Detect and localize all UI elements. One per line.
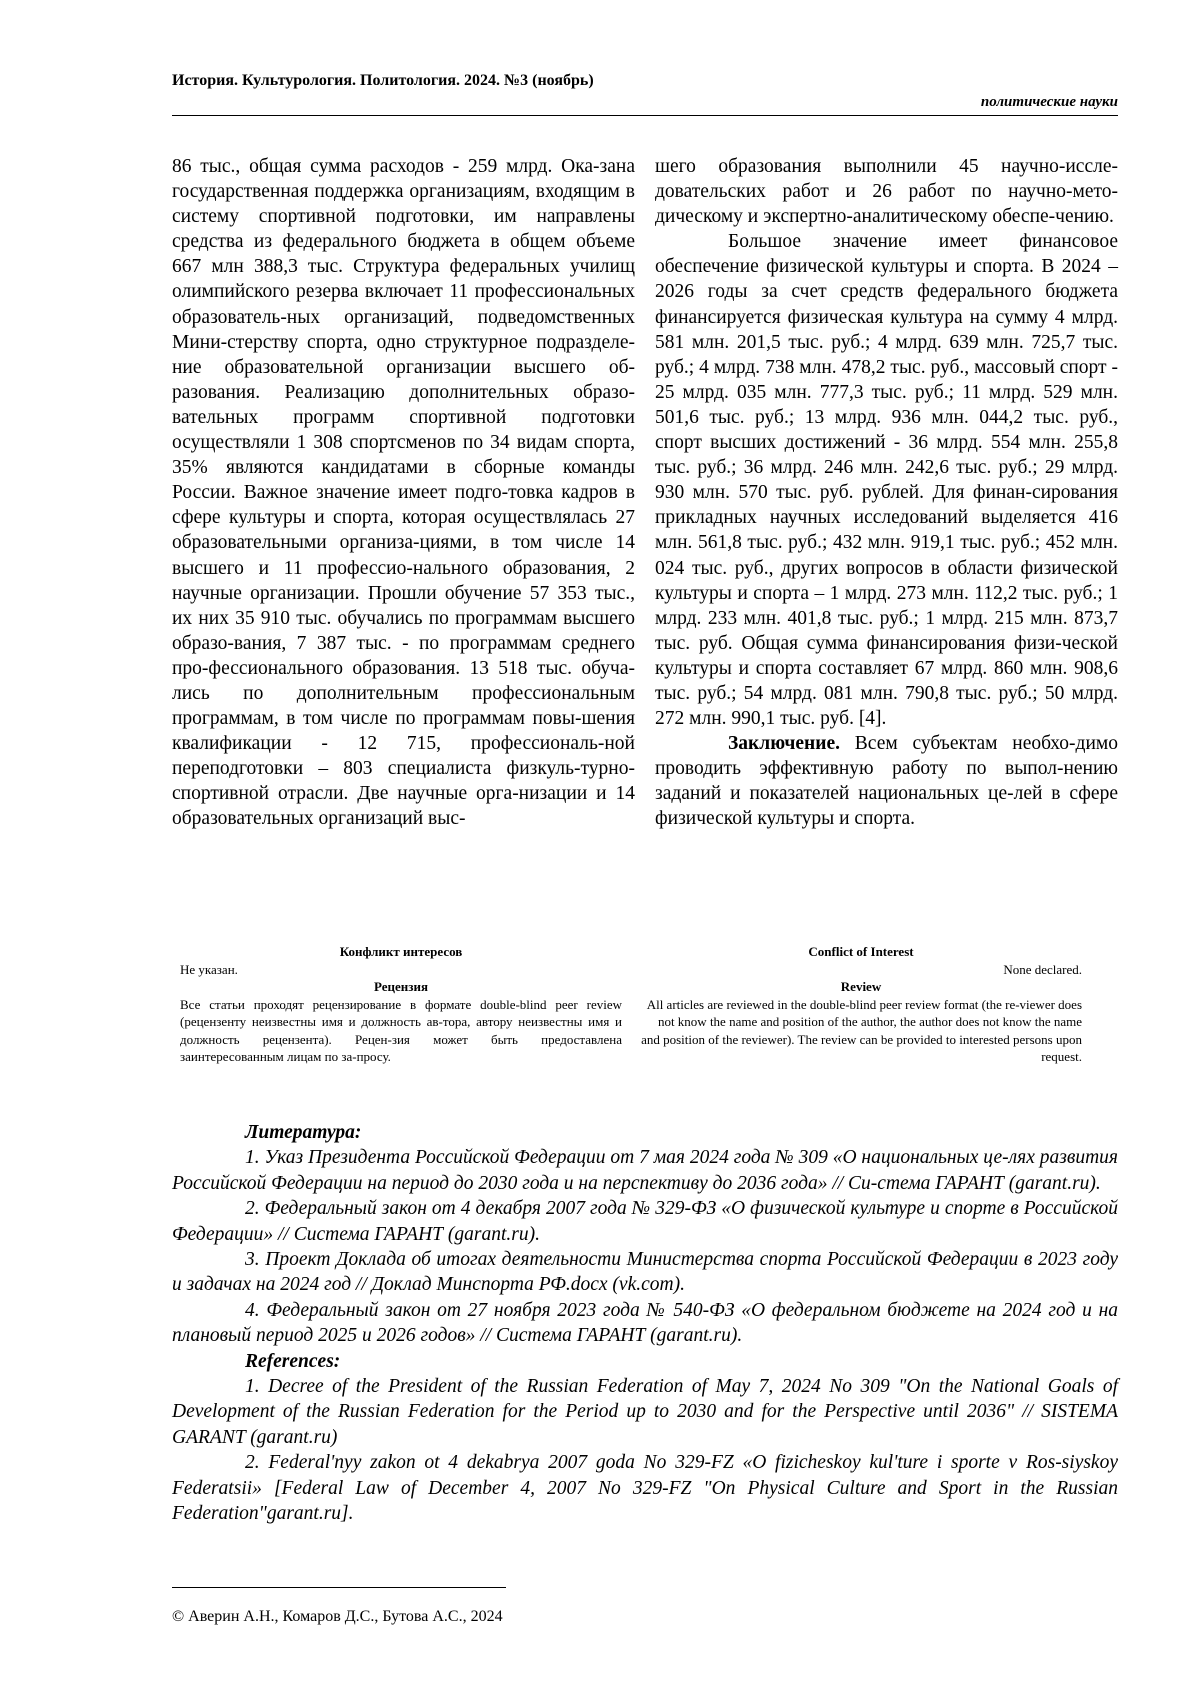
body-paragraph: 86 тыс., общая сумма расходов - 259 млрд. Ока-зана государственная поддержка организациям, входящим в систему спортивной подготовки, им направлены средства из федерального бюджета в общем объеме 667 млн 388,3 тыс. Структура федеральных училищ олимпийского резерва включает 11 профессиональных образователь-ных организаций, подведомственных Мини-стерству спорта, одно структурное подразделе-ние образовательной организации высшего об-разования. Реализацию дополнительных образо-вательных программ спортивной подготовки осуществляли 1 308 спортсменов по 34 видам спорта, 35% являются кандидатами в сборные команды России. Важное значение имеет подго-товка кадров в сфере культуры и спорта, которая осуществлялась 27 образовательными организа-циями, в том числе 14 высшего и 11 профессио-нального образования, 2 научные организации. Прошли обучение 57 353 тыс., их них 35 910 тыс. обучались по программам высшего образо-вания, 7 387 тыс. - по программам среднего про-фессионального образования. 13 518 тыс. обуча-лись по дополнительным профессиональным программам, в том числе по программам повы-шения квалификации - 12 715, профессиональ-ной переподготовки – 803 специалиста физкуль-турно-спортивной отрасли. Две научные орга-низации и 14 образовательных организаций выс- [172,156,635,830]
footnote-divider [172,1587,506,1588]
left-column [172,154,635,832]
body-paragraph: шего образования выполнили 45 научно-иссле-довательских работ и 26 работ по научно-мето-дическому и экспертно-аналитическому обеспе-чению. [655,156,1118,228]
references-title: References: [245,1350,341,1372]
section-label: политические науки [980,94,1118,110]
right-column [655,154,1118,832]
review-title-en: Review [840,979,882,994]
bibliography [172,1120,1118,1527]
header-divider [172,115,1118,116]
literature-item: 3. Проект Доклада об итогах деятельности Министерства спорта Российской Федерации в 2023 году и задачах на 2024 год // Доклад Минспорта РФ.docx (vk.com). [172,1249,1118,1296]
conflict-value-en: None declared. [1003,961,1082,977]
review-text-en: All articles are reviewed in the double-blind peer review format (the re-viewer does not know the name and position of the author, the author does not know the name and position of the reviewer). The review can be provided to interested persons upon request. [641,996,1082,1064]
body-paragraph: Большое значение имеет финансовое обеспечение физической культуры и спорта. В 2024 – 2026 годы за счет средств федерального бюджета финансируется физическая культура на сумму 4 млрд. 581 млн. 201,5 тыс. руб.; 4 млрд. 639 млн. 725,7 тыс. руб.; 4 млрд. 738 млн. 478,2 тыс. руб., массовый спорт - 25 млрд. 035 млн. 777,3 тыс. руб.; 11 млрд. 529 млн. 501,6 тыс. руб.; 13 млрд. 936 млн. 044,2 тыс. руб., спорт высших достижений - 36 млрд. 554 млн. 255,8 тыс. руб.; 36 млрд. 246 млн. 242,6 тыс. руб.; 29 млрд. 930 млн. 570 тыс. руб. рублей. Для финан-сирования прикладных научных исследований выделяется 416 млн. 561,8 тыс. руб.; 432 млн. 919,1 тыс. руб.; 452 млн. 024 тыс. руб., других вопросов в области физической культуры и спорта – 1 млрд. 273 млн. 112,2 тыс. руб.; 1 млрд. 233 млн. 401,8 тыс. руб.; 1 млрд. 215 млн. 873,7 тыс. руб. Общая сумма финансирования физи-ческой культуры и спорта составляет 67 млрд. 860 млн. 908,6 тыс. руб.; 54 млрд. 081 млн. 790,8 тыс. руб.; 50 млрд. 272 млн. 990,1 тыс. руб. [4]. [655,231,1118,730]
journal-header: История. Культурология. Политология. 2024. №3 (ноябрь) [172,72,594,89]
conflict-value-ru: Не указан. [180,961,238,977]
reference-item: 1. Decree of the President of the Russian Federation of May 7, 2024 No 309 "On the National Goals of Development of the Russian Federation for the Period up to 2030 and for the Perspective until 2036" // SISTEMA GARANT (garant.ru) [172,1376,1118,1448]
literature-item: 1. Указ Президента Российской Федерации от 7 мая 2024 года № 309 «О национальных це-лях развития Российской Федерации на период до 2030 года и на перспективу до 2036 года» // Си-стема ГАРАНТ (garant.ru). [172,1147,1118,1194]
conflict-title-ru: Конфликт интересов [339,944,463,959]
review-title-ru: Рецензия [373,979,429,994]
literature-item: 4. Федеральный закон от 27 ноября 2023 года № 540-ФЗ «О федеральном бюджете на 2024 год и на плановый период 2025 и 2026 годов» // Система ГАРАНТ (garant.ru). [172,1299,1118,1347]
conclusion-paragraph [655,731,1118,831]
conclusion-text: Всем субъектам необхо-димо проводить эффективную работу по выпол-нению заданий и показателей национальных це-лей в сфере физической культуры и спорта. [655,733,1118,830]
conflict-title-en: Conflict of Interest [808,944,914,959]
copyright-footnote: © Аверин А.Н., Комаров Д.С., Бутова А.С., 2024 [172,1608,503,1625]
disclosure-ru [180,943,622,1066]
reference-item: 2. Federal'nyy zakon ot 4 dekabrya 2007 goda No 329-FZ «O fizicheskoy kul'ture i sporte v Ros-siyskoy Federatsii» [Federal Law of December 4, 2007 No 329-FZ "On Physical Culture and Sport in the Russian Federation"garant.ru]. [172,1452,1118,1525]
conclusion-label: Заключение. [728,733,841,755]
review-text-ru: Все статьи проходят рецензирование в формате double-blind peer review (рецензенту неизвестны имя и должность ав-тора, автору неизвестны имя и должность рецензента). Рецен-зия может быть предоставлена заинтересованным лицам по за-просу. [180,996,622,1064]
literature-title: Литература: [245,1122,362,1143]
disclosure-en [640,943,1082,1066]
literature-item: 2. Федеральный закон от 4 декабря 2007 года № 329-ФЗ «О физической культуре и спорте в Российской Федерации» // Система ГАРАНТ (garant.ru). [172,1198,1118,1245]
